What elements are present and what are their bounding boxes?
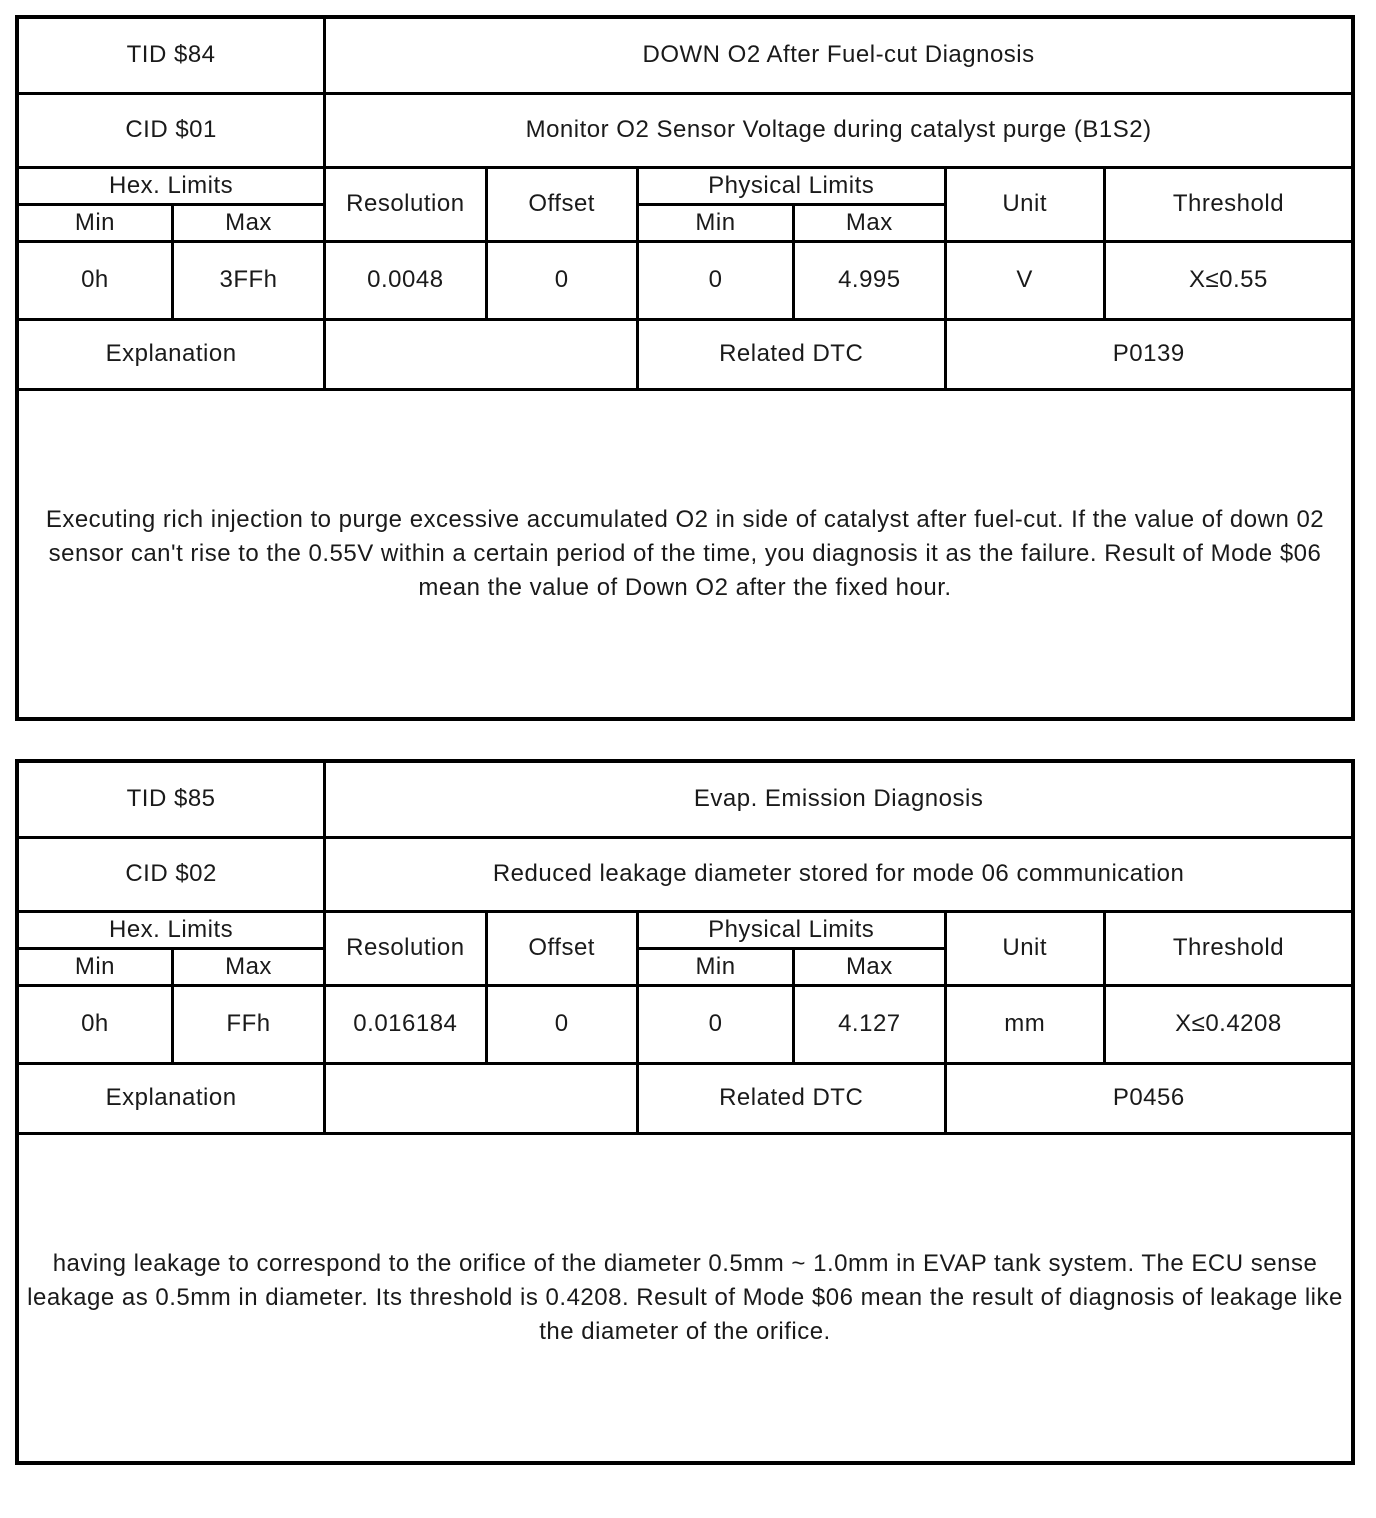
hex-max-value: 3FFh: [172, 241, 324, 319]
cid-title-cell: Reduced leakage diameter stored for mode 06 communication: [325, 837, 1353, 911]
hex-limits-header: Hex. Limits: [17, 911, 325, 948]
empty-cell: [325, 319, 638, 389]
table-row: [17, 1063, 1353, 1133]
phys-min-value: 0: [637, 241, 793, 319]
threshold-value: X≤0.55: [1104, 241, 1353, 319]
unit-value: V: [945, 241, 1104, 319]
hex-min-value: 0h: [17, 241, 172, 319]
table-row: [17, 389, 1353, 719]
table-row: [17, 985, 1353, 1063]
offset-header: Offset: [486, 911, 637, 985]
physical-limits-header: Physical Limits: [637, 911, 945, 948]
hex-max-header: Max: [172, 204, 324, 241]
resolution-header: Resolution: [325, 911, 486, 985]
resolution-value: 0.016184: [325, 985, 486, 1063]
table-row: [17, 1133, 1353, 1463]
explanation-text: Executing rich injection to purge excessive accumulated O2 in side of catalyst after fuel-cut. If the value of down 02 sensor can't rise to the 0.55V within a certain period of the time, you diagnosis it as the failure. Result of Mode $06 mean the value of Down O2 after the fixed hour.: [17, 389, 1353, 719]
related-dtc-value: P0139: [945, 319, 1353, 389]
table-row: [17, 911, 1353, 948]
threshold-header: Threshold: [1104, 167, 1353, 241]
table-row: [17, 319, 1353, 389]
diagnosis-table-tid84: [15, 15, 1355, 721]
offset-header: Offset: [486, 167, 637, 241]
threshold-value: X≤0.4208: [1104, 985, 1353, 1063]
table-row: [17, 837, 1353, 911]
resolution-header: Resolution: [325, 167, 486, 241]
resolution-value: 0.0048: [325, 241, 486, 319]
phys-max-value: 4.127: [794, 985, 945, 1063]
unit-header: Unit: [945, 911, 1104, 985]
table-row: [17, 93, 1353, 167]
phys-min-header: Min: [637, 948, 793, 985]
cid-title-cell: Monitor O2 Sensor Voltage during catalyst purge (B1S2): [325, 93, 1353, 167]
offset-value: 0: [486, 241, 637, 319]
offset-value: 0: [486, 985, 637, 1063]
hex-limits-header: Hex. Limits: [17, 167, 325, 204]
cid-label-cell: CID $01: [17, 93, 325, 167]
phys-max-header: Max: [794, 948, 945, 985]
unit-header: Unit: [945, 167, 1104, 241]
explanation-text: having leakage to correspond to the orifice of the diameter 0.5mm ~ 1.0mm in EVAP tank system. The ECU sense leakage as 0.5mm in diameter. Its threshold is 0.4208. Result of Mode $06 mean the result of diagnosis of leakage like the diameter of the orifice.: [17, 1133, 1353, 1463]
empty-cell: [325, 1063, 638, 1133]
phys-max-value: 4.995: [794, 241, 945, 319]
physical-limits-header: Physical Limits: [637, 167, 945, 204]
phys-min-header: Min: [637, 204, 793, 241]
tid-label-cell: TID $84: [17, 17, 325, 93]
phys-max-header: Max: [794, 204, 945, 241]
table-row: [17, 241, 1353, 319]
explanation-header: Explanation: [17, 319, 325, 389]
related-dtc-value: P0456: [945, 1063, 1353, 1133]
table-row: [17, 17, 1353, 93]
hex-max-header: Max: [172, 948, 324, 985]
hex-max-value: FFh: [172, 985, 324, 1063]
diagnosis-table-tid85: [15, 759, 1355, 1465]
hex-min-header: Min: [17, 204, 172, 241]
tid-label-cell: TID $85: [17, 761, 325, 837]
table-row: [17, 167, 1353, 204]
tid-title-cell: DOWN O2 After Fuel-cut Diagnosis: [325, 17, 1353, 93]
related-dtc-header: Related DTC: [637, 319, 945, 389]
table-row: [17, 761, 1353, 837]
related-dtc-header: Related DTC: [637, 1063, 945, 1133]
tid-title-cell: Evap. Emission Diagnosis: [325, 761, 1353, 837]
phys-min-value: 0: [637, 985, 793, 1063]
hex-min-header: Min: [17, 948, 172, 985]
threshold-header: Threshold: [1104, 911, 1353, 985]
unit-value: mm: [945, 985, 1104, 1063]
explanation-header: Explanation: [17, 1063, 325, 1133]
hex-min-value: 0h: [17, 985, 172, 1063]
cid-label-cell: CID $02: [17, 837, 325, 911]
